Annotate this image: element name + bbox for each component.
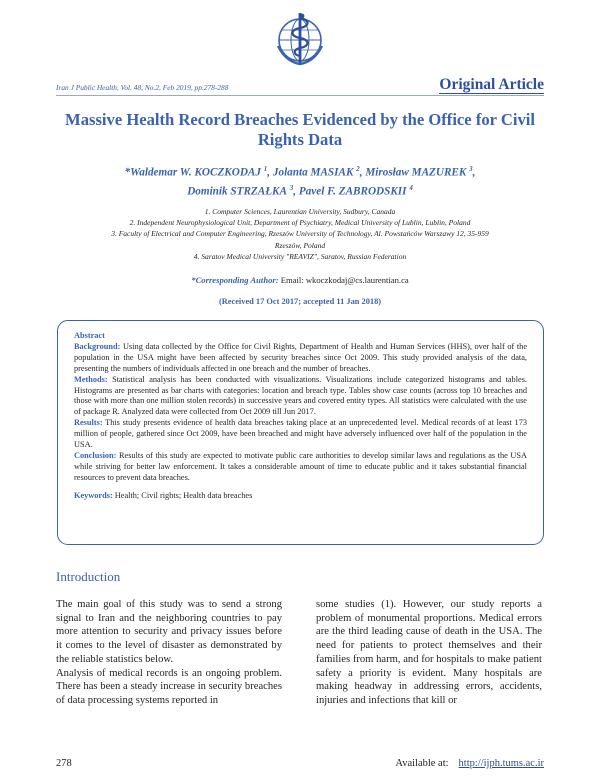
body-paragraph: Analysis of medical records is an ongoing problem. There has been a steady increase in security breaches of data processing systems reported in (56, 667, 282, 706)
abstract-keywords (74, 491, 527, 502)
corresponding-author-label: *Corresponding Author: (191, 275, 279, 285)
author-affil-ref: 3 (289, 183, 294, 192)
body-paragraph: The main goal of this study was to send a strong signal to Iran and the neighboring countries to pay more attention to security and privacy issues before it comes to the level of disaster as demonstrated by the reliable statistics below. (56, 599, 282, 665)
abstract-methods-text: Statistical analysis has been conducted with visualizations. Visualizations include categorized histograms and tables. Histograms are presented as bar charts with categories: location and breach type. Tables show case counts (across top 10 breaches and those with more than one million stolen records) in successive years and covered entity types. All statistics were calculated with the use of package R. Analyzed data were collected from Oct 2009 till Jun 2017. (74, 374, 528, 417)
author-line-1: *Waldemar W. KOCZKODAJ $^1$, Jolanta MASIAK $^2$, Mirosław MAZUREK $^3$, (124, 165, 476, 179)
paper-title: Massive Health Record Breaches Evidenced by the Office for Civil Rights Data (65, 110, 535, 149)
author-name: Dominik STRZAŁKA (187, 185, 287, 198)
abstract-conclusion-label: Conclusion: (74, 450, 117, 460)
abstract-methods-label: Methods: (74, 374, 108, 384)
introduction-heading: Introduction (56, 569, 121, 584)
available-at-label: Available at: (395, 758, 449, 769)
abstract-keywords-label: Keywords: (74, 490, 113, 500)
abstract-results-label: Results: (74, 418, 103, 428)
author-name: *Waldemar W. KOCZKODAJ (124, 166, 261, 179)
author-line-2: Dominik STRZAŁKA $^3$, Pavel F. ZABRODSKII $^4$ (187, 183, 413, 198)
body-paragraph: some studies (1). However, our study reports a problem of monumental proportions. Medical errors are the third leading cause of death in the USA. The need for patients to protect themselves and their families from harm, and for hospitals to make patient safety a priority is evident. Many hospitals are making headway in addressing errors, accidents, injuries and infections that kill or (316, 599, 542, 706)
caduceus-globe-logo-icon (272, 10, 328, 68)
affiliation-item: Rzeszów, Poland (274, 240, 326, 250)
abstract-results (74, 418, 527, 451)
corresponding-author (0, 275, 600, 285)
journal-reference: Iran J Public Health, Vol. 48, No.2, Feb 2019, pp.278-288 (56, 83, 229, 92)
abstract-background-label: Background: (74, 341, 121, 351)
abstract-box (57, 320, 544, 545)
corresponding-author-email[interactable]: Email: wkoczkodaj@cs.laurentian.ca (280, 275, 409, 285)
abstract-heading: Abstract (74, 331, 105, 340)
author-name: Mirosław MAZUREK (365, 166, 467, 179)
author-affil-ref: 1 (263, 165, 268, 173)
abstract-methods (74, 375, 527, 419)
received-dates: (Received 17 Oct 2017; accepted 11 Jan 2018) (218, 297, 382, 306)
abstract-keywords-text: Health; Civil rights; Health data breaches (114, 490, 253, 500)
abstract-conclusion (74, 451, 527, 484)
author-name: Pavel F. ZABRODSKII (298, 185, 407, 198)
author-affil-ref: 3 (469, 165, 473, 173)
affiliation-item: 4. Saratov Medical University "REAVIZ", Saratov, Russian Federation (193, 251, 407, 261)
abstract-conclusion-text: Results of this study are expected to motivate public care authorities to develop similar laws and regulations as the USA while striving for better law enforcement. It takes a considerable amount of time to educate public and it takes substantial financial resources to prevent data breaches. (74, 450, 527, 482)
journal-url-link[interactable]: http://ijph.tums.ac.ir (458, 758, 544, 769)
author-affil-ref: 2 (356, 165, 360, 173)
affiliation-item: 2. Independent Neurophysiological Unit, Department of Psychiatry, Medical University of Lublin, Lublin, Poland (129, 218, 471, 228)
abstract-background-text: Using data collected by the Office for Civil Rights, Department of Health and Human Services (HHS), over half of the population in the USA might have been affected by security breaches since Oct 2009. This study provided analysis of the data, presenting the numbers of individuals affected in one breach and the number of breaches. (74, 341, 528, 373)
text-column-right (316, 598, 542, 708)
page-number: 278 (56, 758, 72, 769)
availability-note (395, 758, 544, 769)
abstract-results-text: This study presents evidence of health data breaches taking place at an unprecedented level. Medical records of at least 173 million of people, gathered since Oct 2009, have been breached and might have adversely influenced over half of the population in the USA. (74, 418, 527, 450)
author-affil-ref: 4 (409, 183, 413, 192)
affiliations (60, 206, 540, 262)
header-divider (56, 95, 544, 96)
author-list (70, 162, 530, 199)
abstract-background (74, 342, 527, 375)
affiliation-item: 1. Computer Sciences, Laurentian University, Sudbury, Canada (204, 207, 396, 216)
article-type-label: Original Article (439, 76, 544, 93)
text-column-left (56, 598, 282, 708)
affiliation-item: 3. Faculty of Electrical and Computer Engineering, Rzeszów University of Technology, Al. Powstańców Warszawy 12, 35-959 (111, 229, 489, 239)
author-name: Jolanta MASIAK (272, 166, 354, 179)
